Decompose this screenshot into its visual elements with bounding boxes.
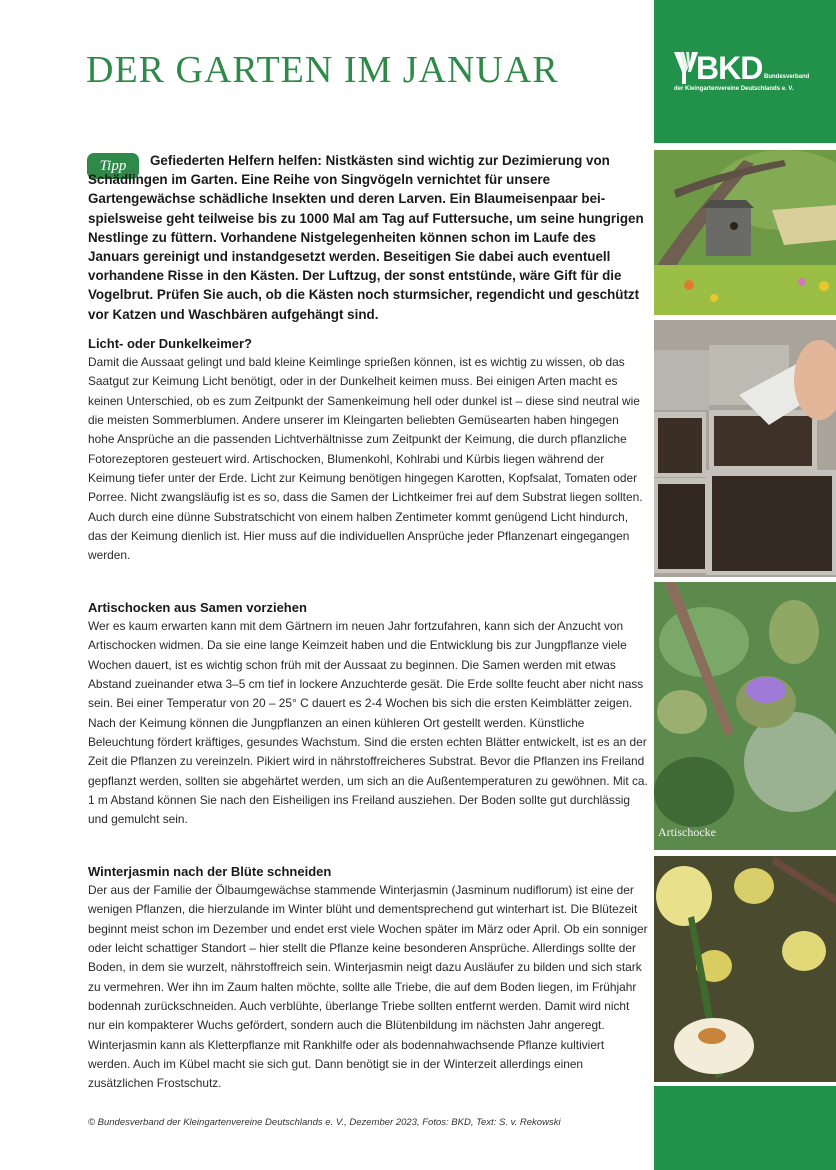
artichoke-illustration [654, 582, 836, 850]
section-light-dark-germinators [88, 334, 648, 566]
tipp-text: Gefiederten Helfern helfen: Nistkästen sind wichtig zur Dezimierung von Schädlingen im Garten. Eine Reihe von Singvögeln vernichtet für unsere Gartengewächse schädliche Insekten und deren Larven. Ein Blaumeisenpaar bei-spielsweise geht teilweise bis zu 1000 Mal am Tag auf Futtersuche, um seine hungrigen Nestlinge zu füttern. Vorhandene Nistgelegenheiten können schon im Laufe des Januars gereinigt und instandgesetzt werden. Beseitigen Sie dabei auch eventuell vorhandene Risse in den Kästen. Der Luftzug, der sonst entstünde, wäre Gift für die Vogelbrut. Prüfen Sie auch, ob die Kästen noch sturmsicher, regendicht und geschützt vor Katzen und Waschbären aufgehängt sind. [88, 153, 644, 322]
section-body: Der aus der Familie der Ölbaumgewächse stammende Winterjasmin (Jasminum nudiflorum) ist eine der wenigen Pflanzen, die hierzulande im Winter blüht und dementsprechend gut winterhart ist. Die Blütezeit beginnt meist schon im Dezember und endet erst viele Wochen später im März oder April. Ob ein sonniger oder leicht schattiger Standort – hier stellt die Pflanze keine besonderen Ansprüche. Allerdings sollte der Boden, in dem sie wurzelt, nährstoffreich sein. Winterjasmin neigt dazu Ausläufer zu bilden und sich stark zu vermehren. Wer ihn im Zaum halten möchte, sollte alle Triebe, die auf dem Boden liegen, im Frühjahr bodennah zurückschneiden. Auch verblühte, überlange Triebe sollten entfernt werden. Damit wird nicht nur ein kompakterer Wuchs gefördert, sondern auch die Blütenbildung im nächsten Jahr angeregt. Winterjasmin kann als Kletterpflanze mit Rankhilfe oder als bodennahwachsende Pflanze kultiviert werden. Auch im Kübel macht sie sich gut. Dann benötigt sie in der Winterzeit allerdings einen zusätzlichen Frostschutz. [88, 883, 648, 1091]
section-heading: Winterjasmin nach der Blüte schneiden [88, 864, 332, 879]
page-title: DER GARTEN IM JANUAR [86, 49, 559, 91]
section-body: Wer es kaum erwarten kann mit dem Gärtnern im neuen Jahr fortzufahren, kann sich der Anzucht von Artischocken widmen. Da sie eine lange Keimzeit haben und die Entwicklung bis zur Jungpflanze viele Wochen dauert, ist es wichtig schon früh mit der Aussaat zu beginnen. Die Samen werden mit etwas Abstand zueinander etwa 3–5 cm tief in lockere Anzuchterde gesät. Die Erde sollte feucht aber nicht nass sein. Bei einer Temperatur von 20 – 25° C dauert es 2-4 Wochen bis sich die ersten Keimblätter zeigen. Nach der Keimung können die Jungpflanzen an einen kühleren Ort gestellt werden. Künstliche Beleuchtung fördert kräftiges, gesundes Wachstum. Sind die ersten echten Blätter entwickelt, ist es an der Zeit die Pflanzen zu vereinzeln. Pikiert wird in nährstoffreicheres Substrat. Bevor die Pflanzen ins Freiland gepflanzt werden, sollten sie abgehärtet werden, um sich an die Außentemperaturen zu gewöhnen. Mit ca. 1 m Abstand können Sie nach den Eisheiligen ins Freiland ausziehen. Der Boden sollte gut durchlässig und gemulcht sein. [88, 619, 648, 827]
tipp-badge: Tipp [87, 153, 139, 179]
winter-jasmine-illustration [654, 856, 836, 1082]
photo-nest-box [654, 150, 836, 315]
section-artichokes [88, 598, 648, 830]
logo-subtitle-line2: der Kleingartenvereine Deutschlands e. V. [674, 86, 794, 92]
copyright-footer: © Bundesverband der Kleingartenvereine Deutschlands e. V., Dezember 2023, Fotos: BKD, Text: S. v. Rekowski [88, 1117, 561, 1128]
section-heading: Licht- oder Dunkelkeimer? [88, 336, 252, 351]
section-body: Damit die Aussaat gelingt und bald kleine Keimlinge sprießen können, ist es wichtig zu wissen, ob das Saatgut zur Keimung Licht benötigt, oder in der Dunkelheit keimen muss. Bei einigen Arten macht es keinen Unterschied, ob es zum Zeitpunkt der Samenkeimung hell oder dunkel ist – diese sind neutral wie die meisten Sommerblumen. Andere unserer im Kleingarten beliebten Gemüsearten haben hingegen hohe Ansprüche an die passenden Lichtverhältnisse zum Zeitpunkt der Keimung, die durch pflanzliche Fotorezeptoren gesteuert wird. Artischocken, Blumenkohl, Kohlrabi und Kürbis liegen während der Keimung tiefer unter der Erde. Licht zur Keimung benötigen hingegen Karotten, Kopfsalat, Tomaten oder Porree. Nicht zwangsläufig ist es so, dass die Samen der Lichtkeimer frei auf dem Substrat liegen sollten. Auch durch eine dünne Substratschicht von einem halben Zentimeter kommt genügend Licht hindurch, das der Keimung dienlich ist. Hier muss auf die individuellen Ansprüche jeder Pflanzenart eingegangen werden. [88, 355, 643, 563]
seed-tray-illustration [654, 320, 836, 577]
sidebar-footer-block [654, 1086, 836, 1170]
logo-wordmark: BKD [696, 50, 763, 86]
photo-artichoke [654, 582, 836, 850]
section-heading: Artischocken aus Samen vorziehen [88, 600, 307, 615]
section-winter-jasmine [88, 862, 648, 1094]
photo-caption-artichoke: Artischocke [658, 825, 716, 839]
logo-subtitle-line1: Bundesverband [764, 74, 810, 80]
bkd-logo [672, 50, 822, 100]
nest-box-illustration [654, 150, 836, 315]
photo-winter-jasmine [654, 856, 836, 1082]
photo-seed-sowing [654, 320, 836, 577]
